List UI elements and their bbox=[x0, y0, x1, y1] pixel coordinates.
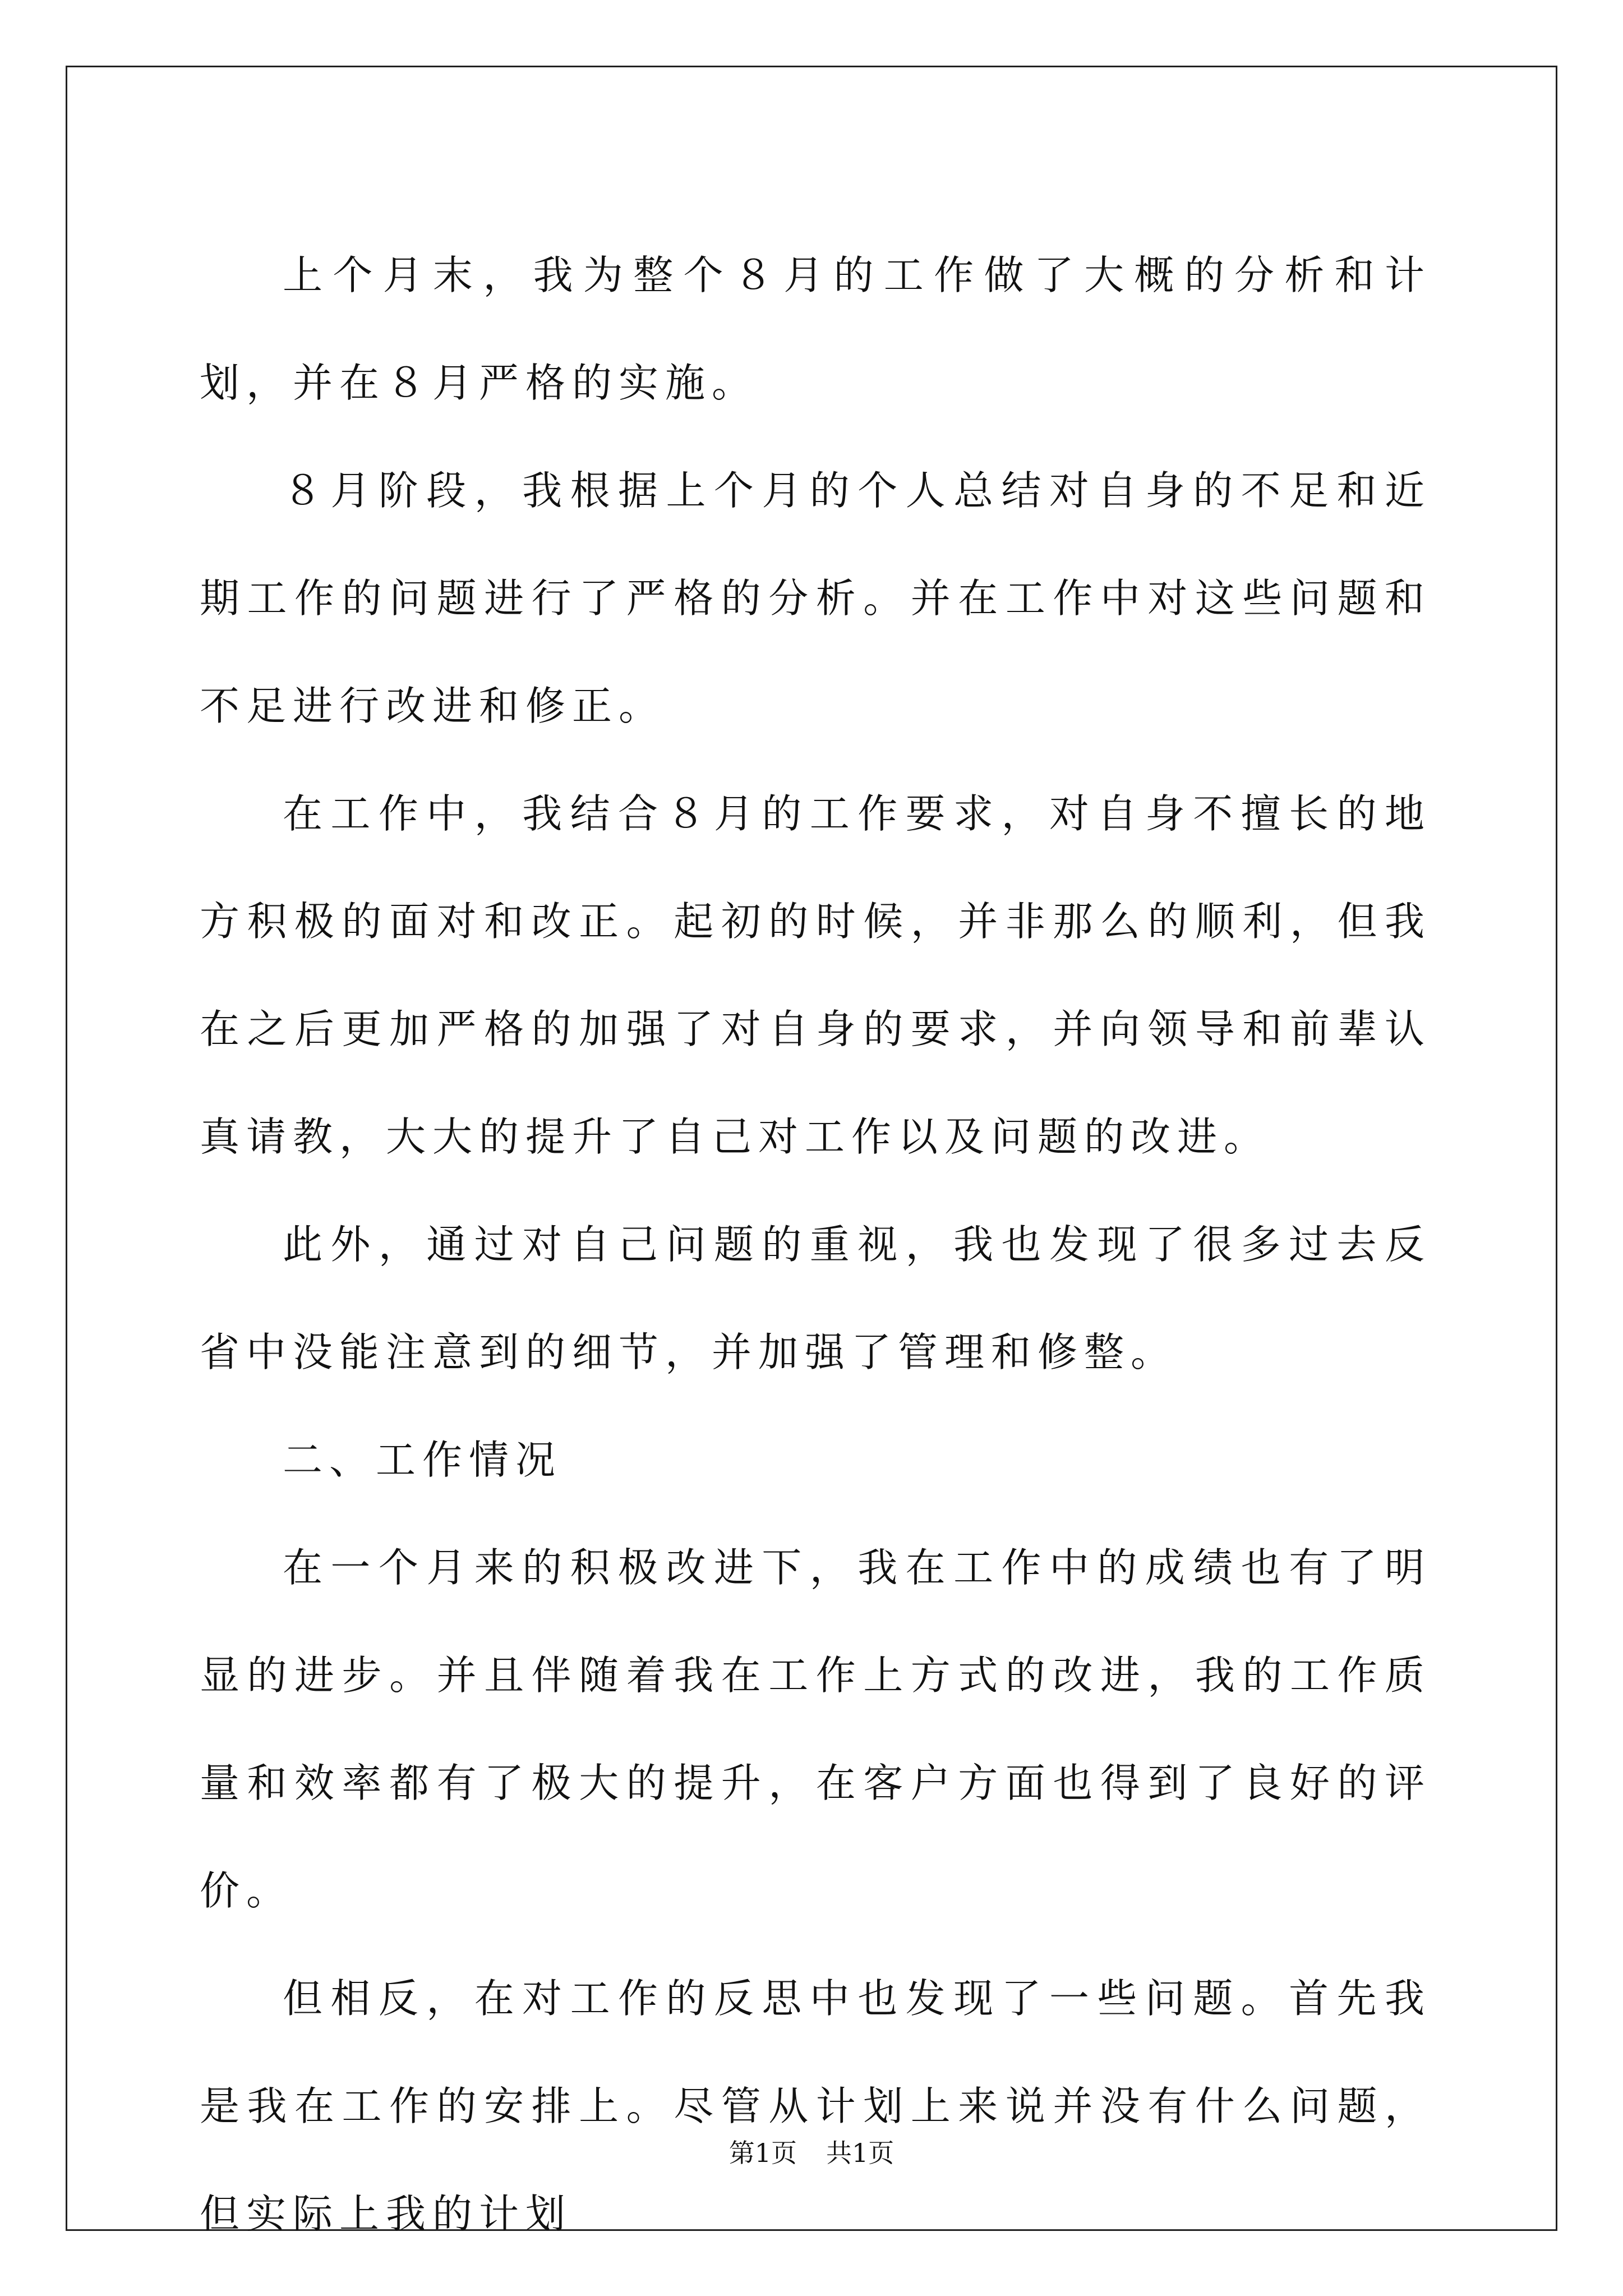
page-number-total: 共1页 bbox=[826, 2138, 895, 2168]
paragraph-2: ８月阶段，我根据上个月的个人总结对自身的不足和近期工作的问题进行了严格的分析。并在工作中对这些问题和不足进行改进和修正。 bbox=[200, 467, 1431, 729]
paragraph-4: 此外，通过对自己问题的重视，我也发现了很多过去反省中没能注意到的细节，并加强了管理和修整。 bbox=[200, 1221, 1431, 1375]
paragraph-6: 但相反，在对工作的反思中也发现了一些问题。首先我是我在工作的安排上。尽管从计划上来说并没有什么问题，但实际上我的计划 bbox=[200, 1975, 1431, 2237]
page-footer bbox=[0, 2136, 1623, 2170]
document-body bbox=[200, 222, 1431, 2268]
page-number-current: 第1页 bbox=[728, 2138, 797, 2168]
paragraph-5: 在一个月来的积极改进下，我在工作中的成绩也有了明显的进步。并且伴随着我在工作上方式的改进，我的工作质量和效率都有了极大的提升，在客户方面也得到了良好的评价。 bbox=[200, 1544, 1431, 1914]
section-heading: 二、工作情况 bbox=[283, 1437, 562, 1483]
paragraph-1: 上个月末，我为整个８月的工作做了大概的分析和计划，并在８月严格的实施。 bbox=[200, 252, 1431, 406]
paragraph-3: 在工作中，我结合８月的工作要求，对自身不擅长的地方积极的面对和改正。起初的时候，并非那么的顺利，但我在之后更加严格的加强了对自身的要求，并向领导和前辈认真请教，大大的提升了自己对工作以及问题的改进。 bbox=[200, 790, 1431, 1160]
